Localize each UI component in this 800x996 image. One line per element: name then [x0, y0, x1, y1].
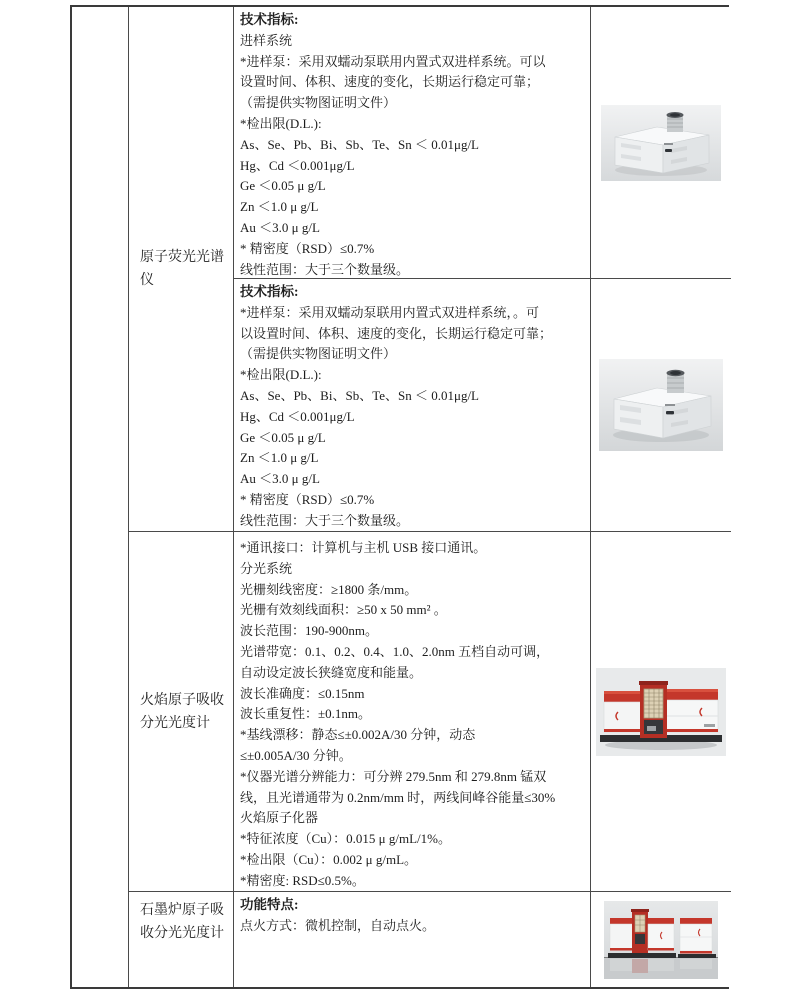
spec-lines — [240, 31, 584, 281]
spec-line: （需提供实物图证明文件） — [240, 95, 397, 111]
spec-line: 火焰原子化器 — [240, 810, 319, 826]
instrument-name-cell-afs — [129, 7, 234, 532]
spec-line: ≤±0.005A/30 分钟。 — [240, 747, 352, 763]
spec-line: 设置时间、体积、速度的变化，长期运行稳定可靠； — [240, 74, 540, 90]
spec-cell-afs-2 — [234, 279, 591, 532]
spec-lines — [240, 916, 584, 937]
spec-line: *检出限（Cu）：0.002 μ g/mL。 — [240, 851, 418, 867]
spec-section-heading: 技术指标: — [240, 284, 299, 299]
spec-line: 以设置时间、体积、速度的变化，长期运行稳定可靠； — [240, 325, 553, 341]
spec-line: Au ＜3.0 μ g/L — [240, 471, 320, 487]
spec-line: Hg、Cd ＜0.001μg/L — [240, 408, 355, 424]
spec-line: As、Se、Pb、Bi、Sb、Te、Sn ＜ 0.01μg/L — [240, 136, 479, 152]
instrument-name-label: 火焰原子吸收分光光度计 — [140, 692, 224, 731]
spec-line: 分光系统 — [240, 560, 293, 576]
spec-line: *通讯接口：计算机与主机 USB 接口通讯。 — [240, 540, 487, 555]
spec-line: * 精密度（RSD）≤0.7% — [240, 491, 375, 507]
spec-section-heading: 功能特点: — [240, 897, 299, 912]
photo-cell-flame-aas — [591, 532, 731, 892]
instrument-spec-table — [70, 5, 729, 989]
spec-line: Ge ＜0.05 μ g/L — [240, 178, 326, 194]
spec-line: Zn ＜1.0 μ g/L — [240, 199, 319, 215]
spec-line: Au ＜3.0 μ g/L — [240, 219, 320, 235]
spec-line: *检出限(D.L.): — [240, 115, 322, 131]
spec-cell-flame-aas — [234, 532, 591, 892]
spec-line: *进样泵：采用双蠕动泵联用内置式双进样系统。可以 — [240, 53, 546, 69]
spec-line: Hg、Cd ＜0.001μg/L — [240, 157, 355, 173]
spec-line: 自动设定波长狭缝宽度和能量。 — [240, 664, 423, 680]
instrument-name-label: 石墨炉原子吸收分光光度计 — [140, 903, 224, 941]
spec-line: 点火方式：微机控制，自动点火。 — [240, 917, 436, 933]
photo-cell-afs-1 — [591, 7, 731, 279]
spec-line: 光谱带宽：0.1、0.2、0.4、1.0、2.0nm 五档自动可调， — [240, 643, 550, 659]
spec-line: Ge ＜0.05 μ g/L — [240, 429, 326, 445]
spec-cell-graphite-aas — [234, 892, 591, 987]
afs-instrument-photo — [599, 359, 723, 451]
spec-line: 光栅刻线密度：≥1800 条/mm。 — [240, 581, 418, 597]
spec-line: 线性范围：大于三个数量级。 — [240, 512, 410, 528]
empty-left-column-cell — [72, 7, 129, 987]
spec-line: *进样泵：采用双蠕动泵联用内置式双进样系统，。可 — [240, 304, 540, 320]
flame-aas-instrument-photo — [596, 668, 726, 756]
afs-instrument-photo — [601, 105, 721, 181]
spec-line: As、Se、Pb、Bi、Sb、Te、Sn ＜ 0.01μg/L — [240, 387, 479, 403]
spec-line: （需提供实物图证明文件） — [240, 346, 397, 362]
spec-line: Zn ＜1.0 μ g/L — [240, 450, 319, 466]
spec-line: *检出限(D.L.): — [240, 367, 322, 383]
spec-line: 光栅有效刻线面积：≥50 x 50 mm² 。 — [240, 602, 447, 618]
spec-line: *精密度: RSD≤0.5%。 — [240, 872, 365, 888]
photo-cell-graphite-aas — [591, 892, 731, 987]
spec-line: *特征浓度（Cu）：0.015 μ g/mL/1%。 — [240, 831, 451, 847]
spec-line: 进样系统 — [240, 32, 293, 48]
spec-line: *基线漂移：静态≤±0.002A/30 分钟，动态 — [240, 727, 476, 743]
instrument-name-cell-graphite-aas — [129, 892, 234, 987]
graphite-aas-system-photo — [604, 901, 718, 979]
spec-line: 波长范围：190-900nm。 — [240, 623, 378, 639]
spec-line: 线，且光谱通带为 0.2nm/mm 时，两线间峰谷能量≤30% — [240, 789, 556, 805]
photo-cell-afs-2 — [591, 279, 731, 532]
spec-line: *仪器光谱分辨能力：可分辨 279.5nm 和 279.8nm 锰双 — [240, 768, 547, 784]
spec-lines — [240, 538, 584, 892]
spec-line: 线性范围：大于三个数量级。 — [240, 261, 410, 277]
spec-line: * 精密度（RSD）≤0.7% — [240, 240, 375, 256]
spec-line: 波长重复性：±0.1nm。 — [240, 706, 371, 722]
spec-line: 波长准确度：≤0.15nm — [240, 685, 365, 701]
spec-cell-afs-1 — [234, 7, 591, 279]
instrument-name-label: 原子荧光光谱仪 — [140, 250, 224, 288]
spec-lines — [240, 303, 584, 532]
spec-section-heading: 技术指标: — [240, 12, 299, 27]
instrument-name-cell-flame-aas — [129, 532, 234, 892]
